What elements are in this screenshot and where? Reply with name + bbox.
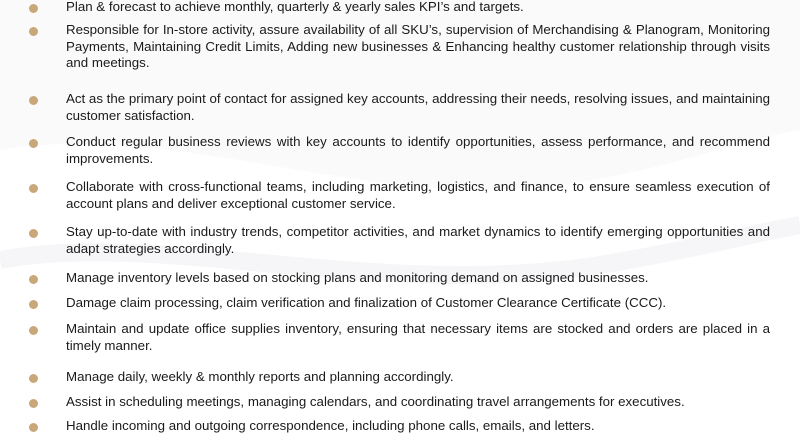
bullet-dot-icon [29,27,38,36]
bullet-dot-icon [29,374,38,383]
list-item-text: Handle incoming and outgoing correspondence, including phone calls, emails, and letters. [66,418,595,433]
list-item-text: Responsible for In-store activity, assure availability of all SKU’s, supervision of Merchandising & Planogram, Monitoring Payments, Maintaining Credit Limits, Adding new businesses & Enhancing healthy customer relationship through visits and meetings. [66,22,770,70]
list-item-text: Plan & forecast to achieve monthly, quarterly & yearly sales KPI’s and targets. [66,0,524,14]
bullet-dot-icon [29,4,38,13]
list-item-text: Assist in scheduling meetings, managing calendars, and coordinating travel arrangements for executives. [66,394,685,409]
bullet-dot-icon [29,300,38,309]
bullet-dot-icon [29,96,38,105]
bullet-dot-icon [29,184,38,193]
list-item-text: Manage inventory levels based on stocking plans and monitoring demand on assigned businesses. [66,270,649,285]
list-item-text: Manage daily, weekly & monthly reports and planning accordingly. [66,369,454,384]
list-item-text: Act as the primary point of contact for assigned key accounts, addressing their needs, resolving issues, and maintaining customer satisfaction. [66,91,770,123]
list-item-text: Conduct regular business reviews with key accounts to identify opportunities, assess performance, and recommend improvements. [66,134,770,166]
bullet-dot-icon [29,275,38,284]
bullet-dot-icon [29,326,38,335]
bullet-dot-icon [29,229,38,238]
bullet-dot-icon [29,139,38,148]
list-item-text: Collaborate with cross-functional teams, including marketing, logistics, and finance, to ensure seamless execution of account plans and deliver exceptional customer service. [66,179,770,211]
bullet-dot-icon [29,423,38,432]
list-item-text: Stay up-to-date with industry trends, competitor activities, and market dynamics to identify emerging opportunities and adapt strategies accordingly. [66,224,770,256]
bullet-dot-icon [29,399,38,408]
list-item-text: Maintain and update office supplies inventory, ensuring that necessary items are stocked and orders are placed in a timely manner. [66,321,770,353]
list-item-text: Damage claim processing, claim verification and finalization of Customer Clearance Certificate (CCC). [66,295,667,310]
